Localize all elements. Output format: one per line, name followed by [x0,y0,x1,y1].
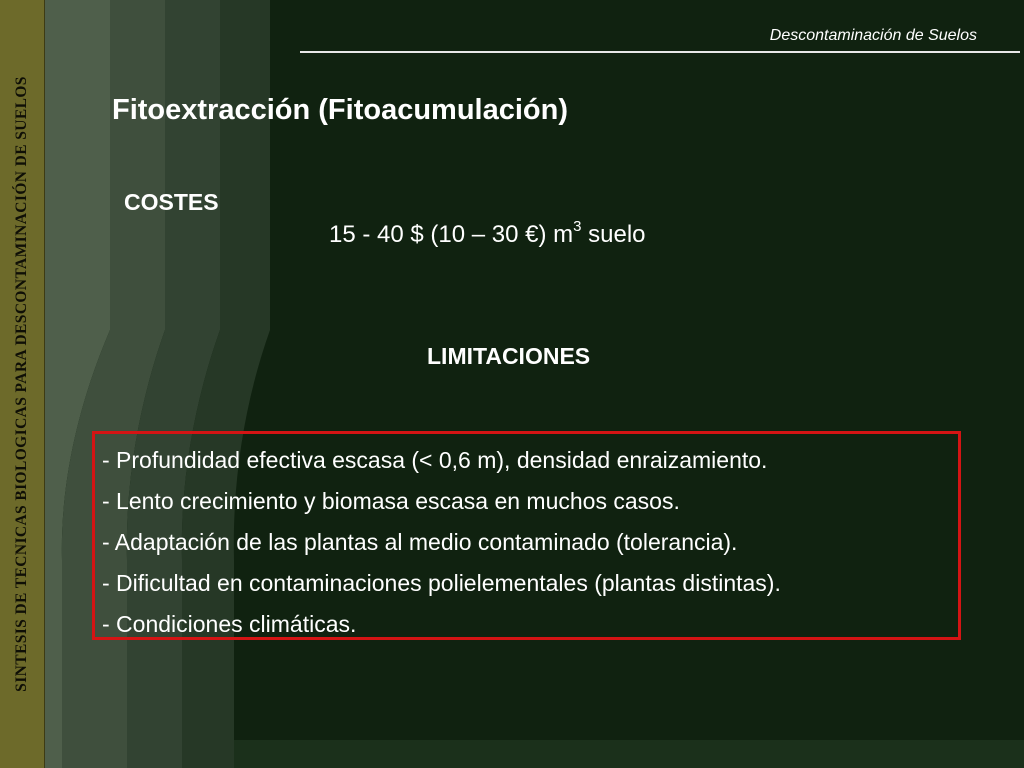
list-item: - Dificultad en contaminaciones polielementales (plantas distintas). [102,570,781,596]
costes-value-main: 15 - 40 $ (10 – 30 €) m [329,221,574,248]
header-subject: Descontaminación de Suelos [769,27,977,44]
list-item: - Condiciones climáticas. [102,611,357,637]
limitaciones-heading: LIMITACIONES [427,343,591,369]
list-item: - Adaptación de las plantas al medio contaminado (tolerancia). [102,529,738,555]
costes-label: COSTES [124,189,219,215]
list-item: - Lento crecimiento y biomasa escasa en muchos casos. [102,488,680,514]
slide-title: Fitoextracción (Fitoacumulación) [112,94,568,126]
limitaciones-box [92,431,961,640]
costes-value [329,220,646,249]
sidebar [0,0,45,768]
costes-value-exponent: 3 [573,218,582,235]
list-item: - Profundidad efectiva escasa (< 0,6 m), densidad enraizamiento. [102,447,768,473]
limitaciones-list [95,434,958,645]
header-divider [300,51,1020,53]
sidebar-vertical-title: SINTESIS DE TECNICAS BIOLOGICAS PARA DESCONTAMINACIÓN DE SUELOS [13,76,30,692]
costes-value-unit: suelo [581,221,646,248]
